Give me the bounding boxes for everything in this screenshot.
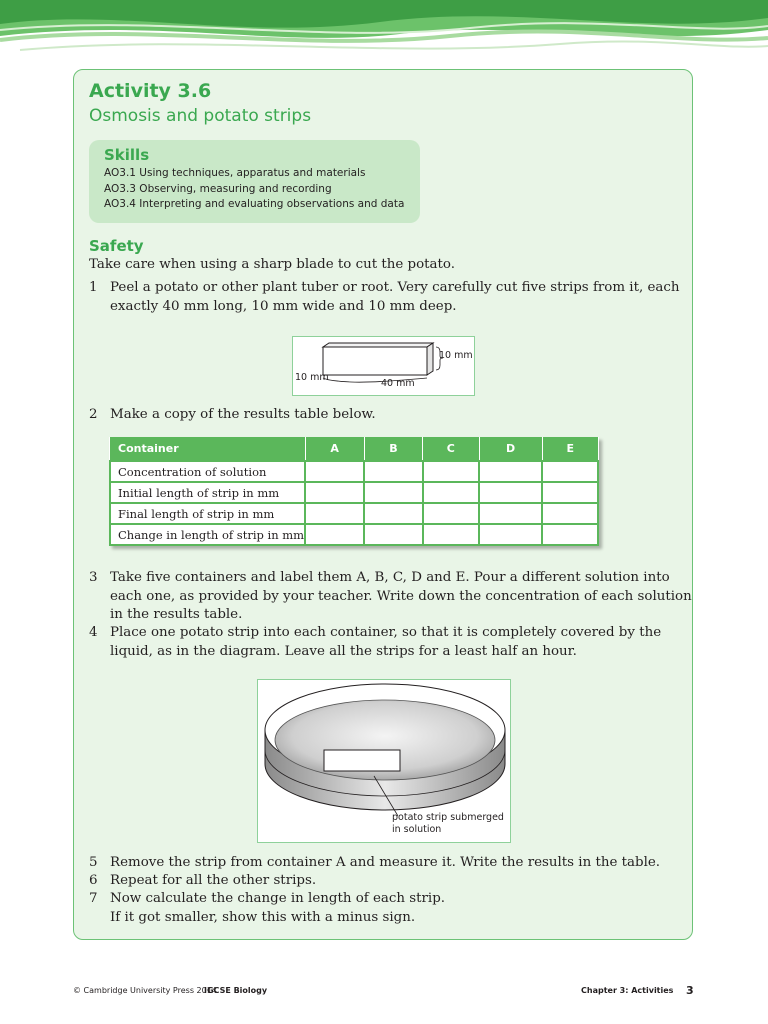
table-cell	[479, 503, 542, 524]
results-table	[109, 437, 599, 546]
activity-title: Activity 3.6	[89, 80, 212, 102]
table-cell	[305, 503, 364, 524]
step-text: Remove the strip from container A and measure it. Write the results in the table.	[110, 855, 661, 870]
table-cell	[423, 524, 479, 545]
table-header-row	[110, 437, 598, 461]
step-text: liquid, as in the diagram. Leave all the strips for a least half an hour.	[110, 643, 577, 659]
step-text: each one, as provided by your teacher. Write down the concentration of each solution	[110, 588, 692, 604]
table-cell	[305, 461, 364, 482]
table-cell	[479, 524, 542, 545]
strip-dimensions-figure	[292, 336, 475, 396]
step-text: in the results table.	[110, 607, 243, 622]
table-cell	[305, 524, 364, 545]
skills-heading: Skills	[104, 146, 150, 164]
footer-chapter: Chapter 3: Activities	[581, 986, 674, 995]
row-label: Final length of strip in mm	[110, 503, 305, 524]
dish-label-line: in solution	[392, 824, 442, 835]
column-header: Container	[110, 437, 305, 461]
table-cell	[479, 461, 542, 482]
table-cell	[364, 461, 422, 482]
step-number: 3	[89, 570, 98, 585]
skill-item: AO3.1 Using techniques, apparatus and materials	[104, 167, 366, 179]
column-header: B	[364, 437, 422, 461]
activity-subtitle: Osmosis and potato strips	[89, 106, 312, 126]
table-cell	[364, 503, 422, 524]
column-header: C	[423, 437, 479, 461]
dish-label-line: potato strip submerged	[392, 812, 504, 823]
table-cell	[364, 524, 422, 545]
table-cell	[305, 482, 364, 503]
table-cell	[542, 524, 598, 545]
table-cell	[364, 482, 422, 503]
table-cell	[542, 482, 598, 503]
row-label: Change in length of strip in mm	[110, 524, 305, 545]
footer-book: IGCSE Biology	[204, 986, 268, 995]
footer-copyright: © Cambridge University Press 2014	[73, 986, 217, 995]
row-label: Concentration of solution	[110, 461, 305, 482]
step-text: Peel a potato or other plant tuber or root. Very carefully cut five strips from it, each	[110, 280, 680, 295]
column-header: E	[542, 437, 598, 461]
table-row	[110, 524, 598, 545]
step-number: 2	[89, 407, 98, 422]
step-text: Place one potato strip into each container, so that it is completely covered by the	[110, 625, 662, 640]
table-row	[110, 482, 598, 503]
table-row	[110, 461, 598, 482]
step-text: Now calculate the change in length of each strip.	[110, 891, 446, 906]
table-cell	[423, 482, 479, 503]
step-number: 4	[89, 625, 98, 640]
table-cell	[479, 482, 542, 503]
step-number: 6	[89, 873, 98, 888]
step-number: 1	[89, 280, 98, 295]
step-number: 5	[89, 855, 98, 870]
height-label: 10 mm	[439, 350, 473, 361]
row-label: Initial length of strip in mm	[110, 482, 305, 503]
table-cell	[423, 503, 479, 524]
skills-box	[89, 140, 420, 223]
header-banner	[0, 0, 768, 60]
table-cell	[542, 461, 598, 482]
table-row	[110, 503, 598, 524]
step-text: Take five containers and label them A, B, C, D and E. Pour a different solution into	[110, 570, 670, 585]
column-header: A	[305, 437, 364, 461]
safety-heading: Safety	[89, 237, 144, 255]
column-header: D	[479, 437, 542, 461]
width-label: 10 mm	[295, 372, 329, 383]
safety-text: Take care when using a sharp blade to cut the potato.	[89, 257, 456, 272]
dish-figure	[257, 679, 511, 843]
step-text: Make a copy of the results table below.	[110, 407, 376, 422]
step-number: 7	[89, 891, 98, 906]
table-cell	[542, 503, 598, 524]
skill-item: AO3.3 Observing, measuring and recording	[104, 182, 332, 195]
step-text: exactly 40 mm long, 10 mm wide and 10 mm deep.	[110, 298, 457, 314]
page-number: 3	[686, 984, 694, 997]
skill-item: AO3.4 Interpreting and evaluating observations and data	[104, 198, 405, 210]
step-text: If it got smaller, show this with a minus sign.	[110, 909, 416, 925]
table-cell	[423, 461, 479, 482]
length-label: 40 mm	[381, 378, 415, 389]
step-text: Repeat for all the other strips.	[110, 873, 317, 888]
